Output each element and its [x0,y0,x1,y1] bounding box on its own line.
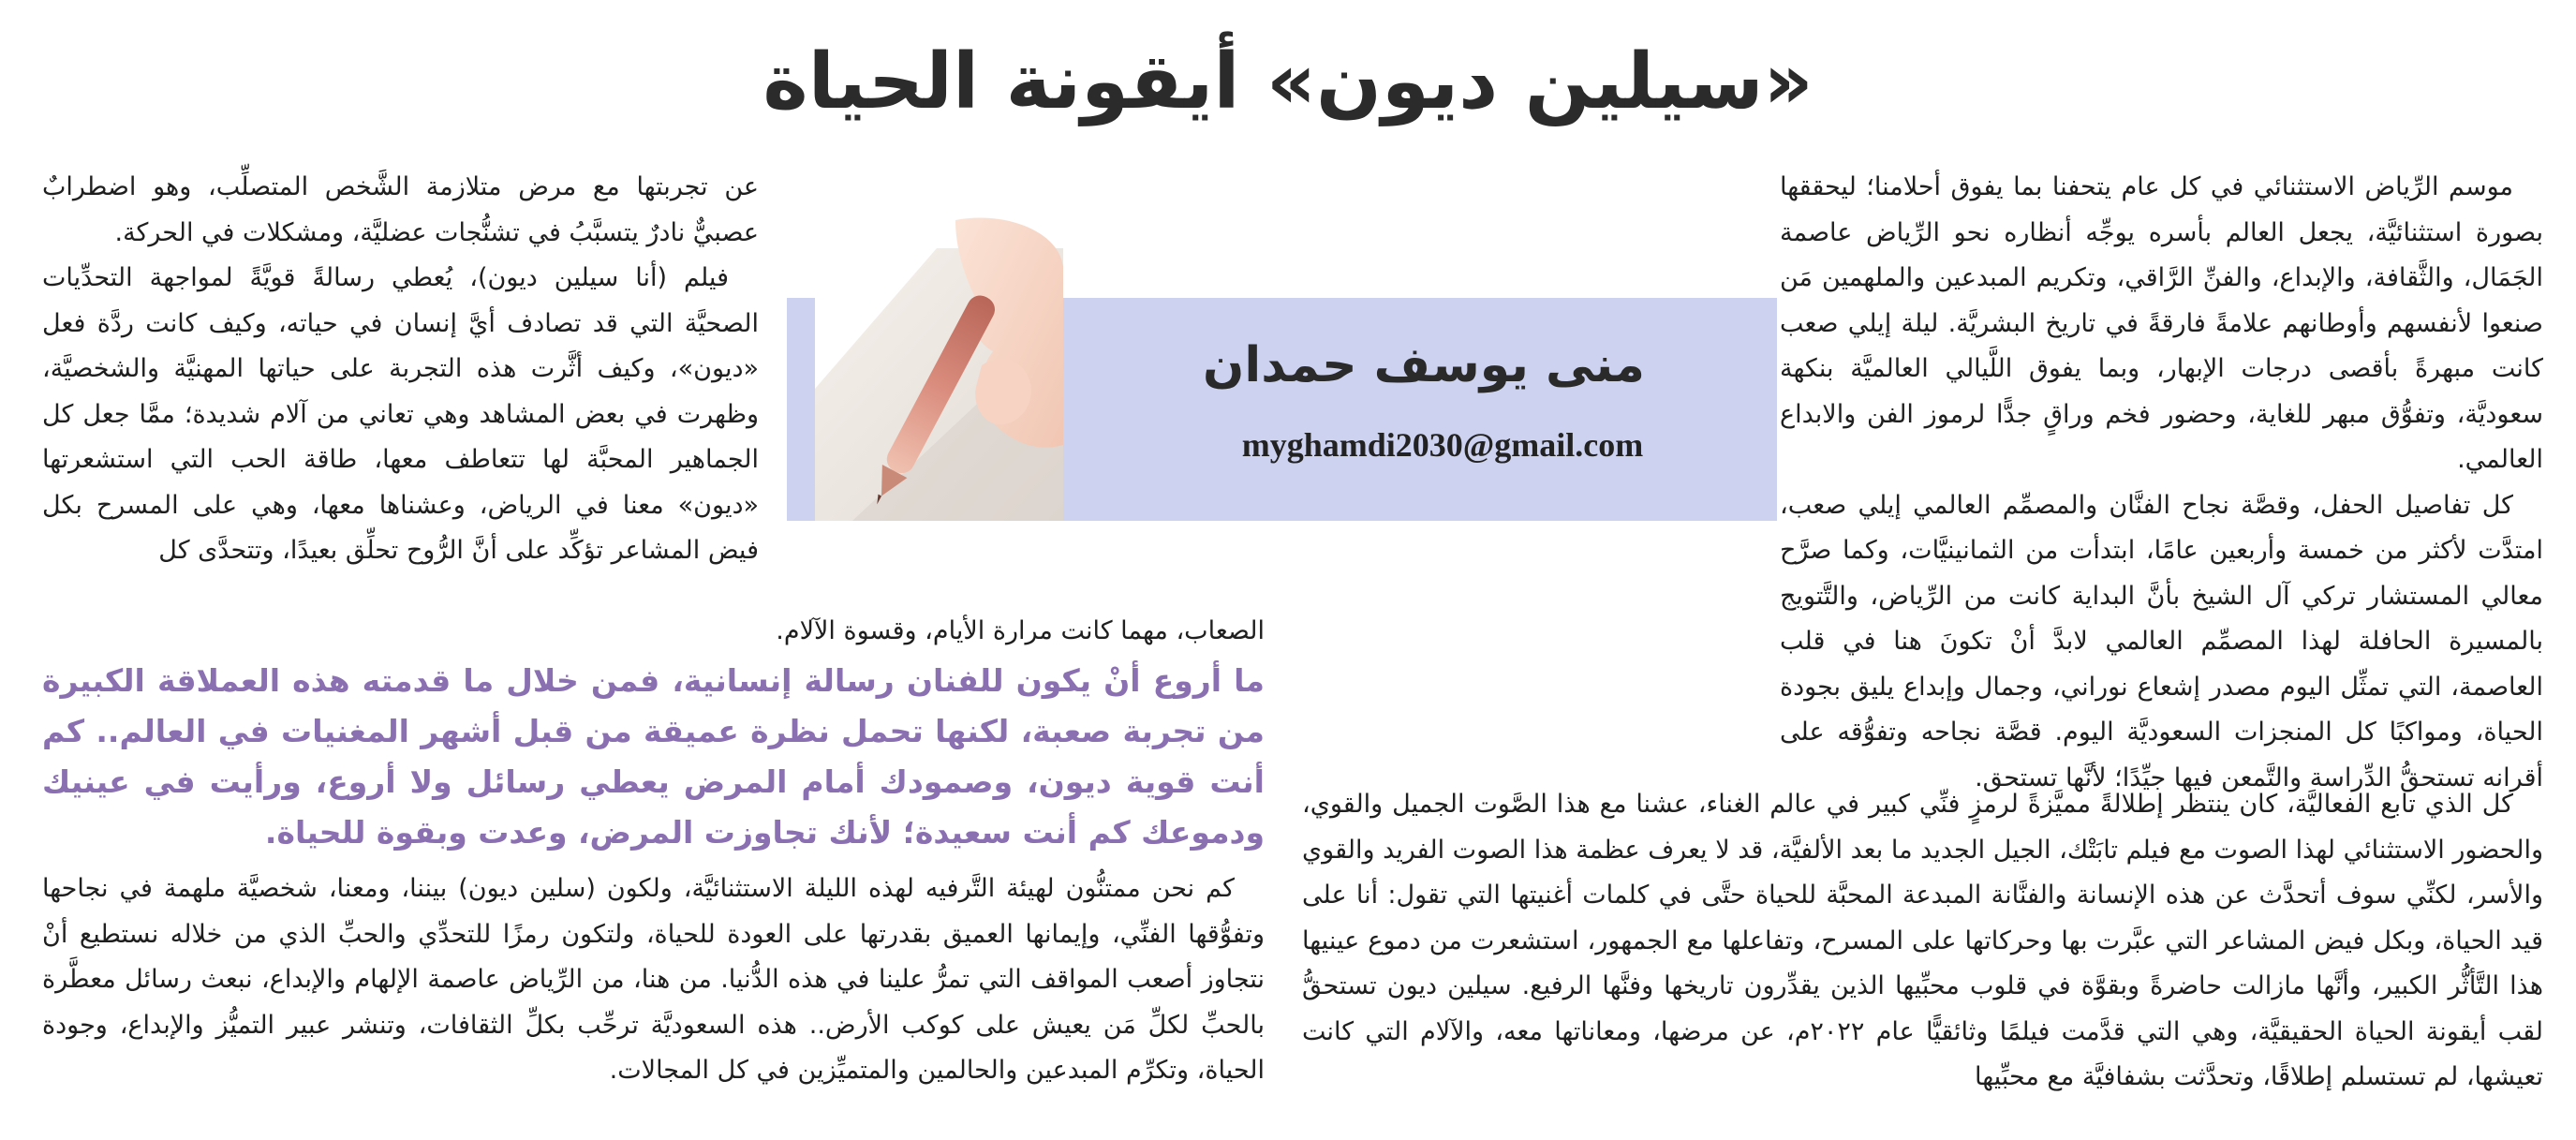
article-title: «سيلين ديون» أيقونة الحياة [762,37,1814,126]
paragraph: كم نحن ممتنُّون لهيئة التَّرفيه لهذه الليلة الاستثنائيَّة، ولكون (سلين ديون) بيننا، ومعنا، شخصيَّة ملهمة في نجاحها وتفوُّقها الفنِّي، وإيمانها العميق بقدرتها على العودة للحياة، ولتكون رمزًا للتحدِّي والحبِّ الذي من خلاله نستطيع أنْ نتجاوز أصعب المواقف التي تمرُّ علينا في هذه الدُّنيا. من هنا، من الرِّياض عاصمة الإلهام والإبداع، نبعث رسائل معطَّرة بالحبِّ لكلِّ مَن يعيش على كوكب الأرض.. هذه السعوديَّة ترحِّب بكلِّ الثقافات، وتنشر عبير التميُّز والإبداع، وجودة الحياة، وتكرِّم المبدعين والحالمين والمتميِّزين في كل المجالات. [42,874,1265,1085]
left-column [42,165,759,574]
pull-quote: ما أروع أنْ يكون للفنان رسالة إنسانية، فمن خلال ما قدمته هذه العملاقة الكبيرة من تجربة صعبة، لكنها تحمل نظرة عميقة من قبل أشهر المغنيات في العالم.. كم أنت قوية ديون، وصمودك أمام المرض يعطي رسائل ولا أروع، ورأيت في عينيك ودموعك كم أنت سعيدة؛ لأنك تجاوزت المرض، وعدت وبقوة للحياة. [42,662,1265,851]
left-continuation [525,609,1265,655]
closing-column [42,866,1265,1094]
author-name: منى يوسف حمدان [1202,337,1645,393]
paragraph: فيلم (أنا سيلين ديون)، يُعطي رسالةً قويَّةً لمواجهة التحدِّيات الصحيَّة التي قد تصادف أيَّ إنسان في حياته، وكيف كانت ردَّة فعل «ديون»، وكيف أثَّرت هذه التجربة على حياتها المهنيَّة والشخصيَّة، وظهرت في بعض المشاهد وهي تعاني من آلام شديدة؛ ممَّا جعل كل الجماهير المحبَّة لها تتعاطف معها، طاقة الحب التي استشعرتها «ديون» معنا في الرياض، وعشناها معها، وهي على المسرح بكل فيض المشاعر تؤكِّد على أنَّ الرُّوح تحلِّق بعيدًا، وتتحدَّى كل [42,263,759,565]
paragraph: كل تفاصيل الحفل، وقصَّة نجاح الفنَّان والمصمِّم العالمي إيلي صعب، امتدَّت لأكثر من خمسة وأربعين عامًا، ابتدأت من الثمانينيَّات، وكما صرَّح معالي المستشار تركي آل الشيخ بأنَّ البداية كانت من الرِّياض، والتَّتويج بالمسيرة الحافلة لهذا المصمِّم العالمي لابدَّ أنْ تكونَ هنا في قلب العاصمة، التي تمثِّل اليوم مصدر إشعاع نوراني، وجمال وإبداع يليق بجودة الحياة، ومواكبًا كل المنجزات السعوديَّة اليوم. قصَّة نجاحه وتفوُّقه على أقرانه تستحقُّ الدِّراسة والتَّمعن فيها جيِّدًا؛ لأنَّها تستحق. [1780,490,2543,792]
hand-pen-icon [815,211,1063,521]
paragraph: عن تجربتها مع مرض متلازمة الشَّخص المتصلِّب، وهو اضطرابٌ عصبيٌّ نادرٌ يتسبَّبُ في تشنُّجات عضليَّة، ومشكلات في الحركة. [42,172,759,247]
author-email[interactable]: myghamdi2030@gmail.com [1241,426,1644,464]
paragraph: كل الذي تابع الفعاليَّة، كان ينتظر إطلالةً مميَّزةً لرمزٍ فنِّي كبير في عالم الغناء، عشنا مع هذا الصَّوت الجميل والقوي، والحضور الاستثنائي لهذا الصوت مع فيلم تابَتْك، الجيل الجديد ما بعد الألفيَّة، قد لا يعرف عظمة هذا الصوت الفريد والقوي والأسر، لكنِّي سوف أتحدَّث عن هذه الإنسانة والفنَّانة المبدعة المحبَّة للحياة حتَّى في كلمات أغنيتها التي تقول: أنا على قيد الحياة، وبكل فيض المشاعر التي عبَّرت بها وحركاتها على المسرح، وتفاعلها مع الجمهور، استشعرت من دموع عينيها هذا التَّأثُّر الكبير، وأنَّها مازالت حاضرةً وبقوَّة في قلوب محبِّيها الذين يقدِّرون تاريخها وفنَّها الرفيع. سيلين ديون تستحقُّ لقب أيقونة الحياة الحقيقيَّة، وهي التي قدَّمت فيلمًا وثائقيًّا عام ٢٠٢٢م، عن مرضها، ومعاناتها معه، والآلام التي كانت تعيشها، لم تستسلم إطلاقًا، وتحدَّثت بشفافيَّة مع محبِّيها [1302,790,2543,1091]
right-column [1780,165,2543,801]
paragraph: موسم الرِّياض الاستثنائي في كل عام يتحفنا بما يفوق أحلامنا؛ ليحققها بصورة استثنائيَّة، يجعل العالم بأسره يوجِّه أنظاره نحو الرِّياض عاصمة الجَمَال، والثَّقافة، والإبداع، والفنِّ الرَّاقي، وتكريم المبدعين والملهمين مَن صنعوا لأنفسهم وأوطانهم علامةً فارقةً في تاريخ البشريَّة. ليلة إيلي صعب كانت مبهرةً بأقصى درجات الإبهار، وبما يفوق اللَّيالي العالميَّة بنكهة سعوديَّة، وتفوُّق مبهر للغاية، وحضور فخم وراقٍ جدًّا لرموز الفن والابداع العالمي. [1780,172,2543,474]
middle-column [1302,782,2543,1101]
paragraph: الصعاب، مهما كانت مرارة الأيام، وقسوة الآلام. [776,616,1265,645]
